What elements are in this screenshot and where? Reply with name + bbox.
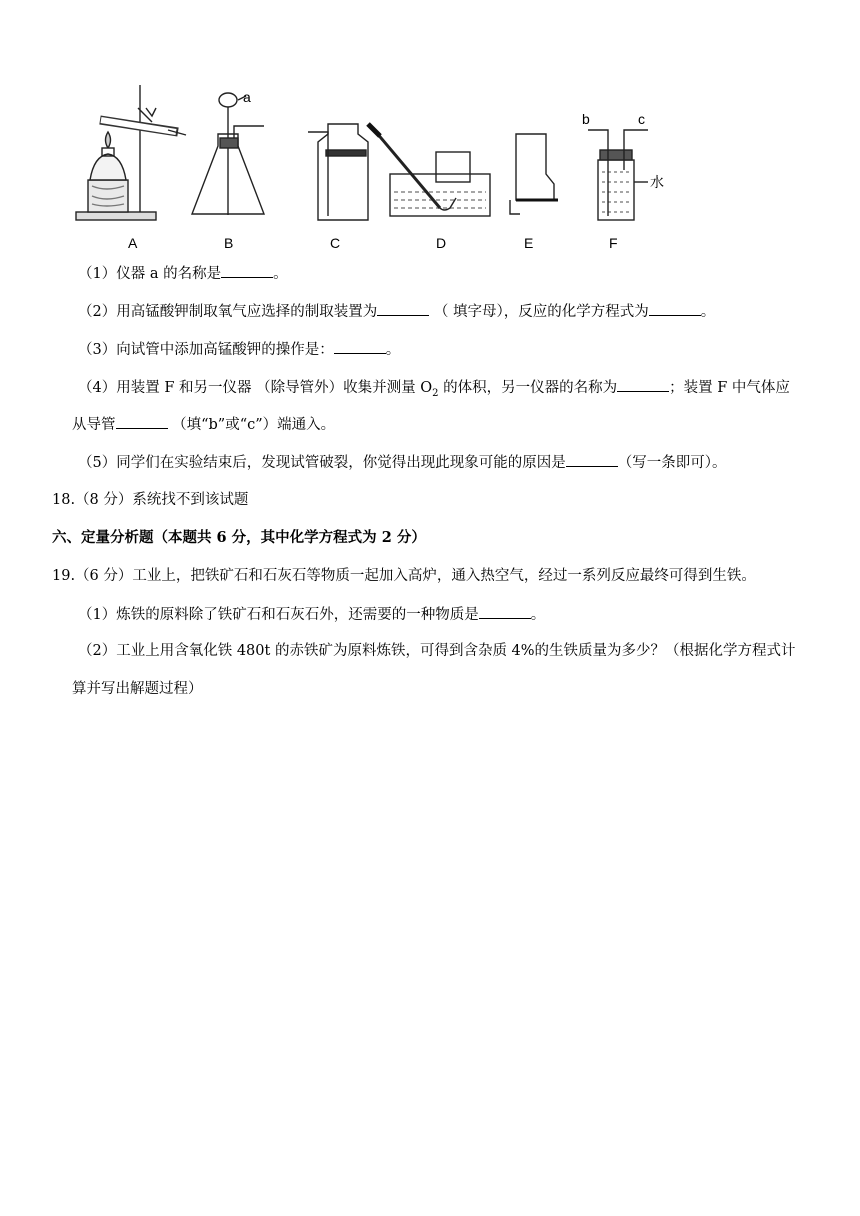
fig-label-d: D bbox=[436, 235, 447, 251]
answer-blank[interactable] bbox=[649, 301, 701, 316]
apparatus-a bbox=[76, 85, 186, 220]
q17-part1: （1）仪器 a 的名称是 。 bbox=[78, 263, 288, 284]
q17-part4: （4）用装置 F 和另一仪器 （除导管外）收集并测量 $O_2$ 的体积，另一仪器的名称为 ；装置 F 中气体应 bbox=[78, 377, 790, 404]
q17-part5: （5）同学们在实验结束后，发现试管破裂，你觉得出现此现象可能的原因是 （写一条即可）。 bbox=[78, 452, 726, 473]
fig-label-a: A bbox=[128, 235, 138, 251]
q19-intro: 19.（6 分）工业上，把铁矿石和石灰石等物质一起加入高炉，通入热空气，经过一系列反应最终可得到生铁。 bbox=[52, 568, 756, 584]
answer-blank[interactable] bbox=[617, 377, 669, 392]
section6-title: 六、定量分析题（本题共 6 分，其中化学方程式为 2 分） bbox=[52, 529, 426, 546]
answer-blank[interactable] bbox=[221, 263, 273, 278]
label-water: 水 bbox=[650, 174, 664, 190]
fig-label-f: F bbox=[609, 235, 618, 251]
apparatus-b bbox=[192, 93, 264, 215]
q18: 18.（8 分）系统找不到该试题 bbox=[52, 492, 249, 508]
q17-part2: （2）用高锰酸钾制取氧气应选择的制取装置为 （ 填字母），反应的化学方程式为 。 bbox=[78, 301, 715, 322]
q19-part1: （1）炼铁的原料除了铁矿石和石灰石外，还需要的一种物质是 。 bbox=[78, 604, 545, 625]
fig-label-c: C bbox=[330, 235, 341, 251]
q19-part2: （2）工业上用含氧化铁 480t 的赤铁矿为原料炼铁，可得到含杂质 4%的生铁质量为多少？（根据化学方程式计 bbox=[78, 643, 796, 659]
answer-blank[interactable] bbox=[479, 604, 531, 619]
fig-label-b: B bbox=[224, 235, 234, 251]
answer-blank[interactable] bbox=[116, 414, 168, 429]
apparatus-d bbox=[368, 124, 490, 216]
fig-label-e: E bbox=[524, 235, 534, 251]
apparatus-figure bbox=[68, 80, 688, 255]
q17-part3: （3）向试管中添加高锰酸钾的操作是： 。 bbox=[78, 339, 400, 360]
label-a: a bbox=[243, 89, 251, 105]
answer-blank[interactable] bbox=[377, 301, 429, 316]
answer-blank[interactable] bbox=[566, 452, 618, 467]
q17-part4-cont: 从导管 （填“b”或“c”）端通入。 bbox=[72, 414, 335, 435]
label-c: c bbox=[638, 111, 645, 127]
apparatus-c bbox=[308, 124, 368, 220]
q19-part2-cont: 算并写出解题过程） bbox=[72, 681, 203, 697]
label-b: b bbox=[582, 111, 590, 127]
apparatus-f bbox=[588, 130, 648, 220]
apparatus-e bbox=[510, 134, 558, 214]
answer-blank[interactable] bbox=[334, 339, 386, 354]
